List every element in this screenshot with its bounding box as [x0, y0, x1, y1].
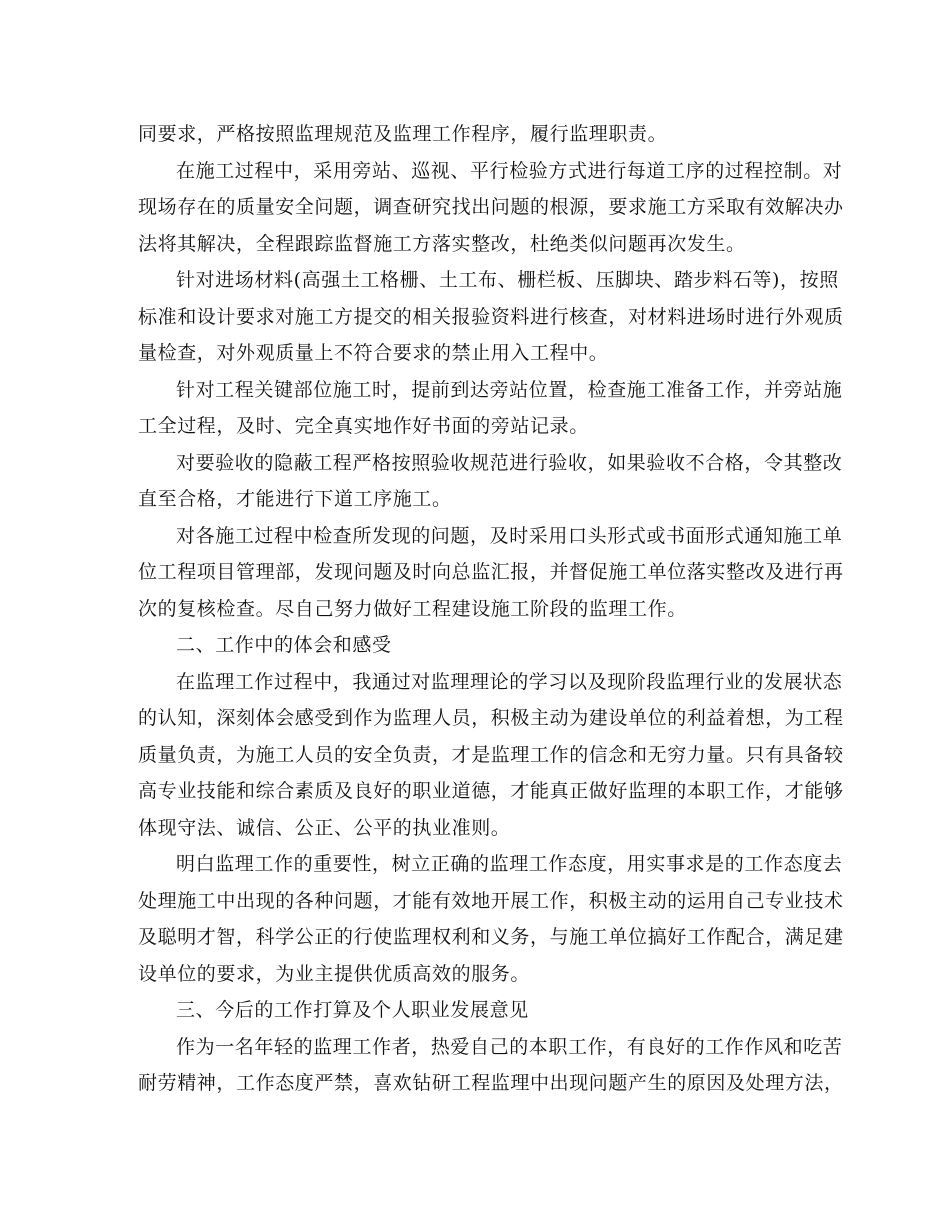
text-line: 位工程项目管理部，发现问题及时向总监汇报，并督促施工单位落实整改及进行再: [138, 561, 844, 583]
section-heading: [138, 992, 814, 1029]
paragraph: [138, 153, 844, 263]
text-line: 工全过程，及时、完全真实地作好书面的旁站记录。: [138, 415, 589, 437]
paragraph: [138, 445, 843, 518]
text-line: 二、工作中的体会和感受: [176, 634, 392, 656]
text-line: 体现守法、诚信、公正、公平的执业准则。: [138, 816, 511, 839]
text-line: 及聪明才智，科学公正的行使监理权利和义务，与施工单位搞好工作配合，满足建: [138, 926, 844, 948]
text-line: 针对工程关键部位施工时，提前到达旁站位置，检查施工准备工作，并旁站施: [176, 378, 843, 401]
text-line: 处理施工中出现的各种问题，才能有效地开展工作，积极主动的运用自己专业技术: [138, 889, 844, 912]
text-line: 次的复核检查。尽自己努力做好工程建设施工阶段的监理工作。: [138, 597, 687, 620]
text-line: 在监理工作过程中，我通过对监理理论的学习以及现阶段监理行业的发展状态: [176, 670, 843, 693]
text-line: 对要验收的隐蔽工程严格按照验收规范进行验收，如果验收不合格，令其整改: [176, 451, 843, 474]
paragraph: [138, 1029, 844, 1102]
paragraph: [138, 518, 844, 628]
text-line: 三、今后的工作打算及个人职业发展意见: [176, 999, 529, 1021]
paragraph: [138, 846, 844, 992]
section-heading: [138, 627, 814, 664]
paragraph: [138, 664, 844, 847]
text-line: 标准和设计要求对施工方提交的相关报验资料进行核查，对材料进场时进行外观质: [138, 305, 844, 328]
text-line: 明白监理工作的重要性，树立正确的监理工作态度，用实事求是的工作态度去: [176, 853, 843, 875]
text-line: 现场存在的质量安全问题，调查研究找出问题的根源，要求施工方采取有效解决办: [138, 196, 844, 218]
text-line: 耐劳精神，工作态度严禁，喜欢钻研工程监理中出现问题产生的原因及处理方法，: [138, 1072, 844, 1094]
paragraph: [138, 372, 843, 445]
document-body: [138, 116, 844, 1102]
text-line: 的认知，深刻体会感受到作为监理人员，积极主动为建设单位的利益着想，为工程: [138, 707, 844, 729]
text-line: 量检查，对外观质量上不符合要求的禁止用入工程中。: [138, 342, 609, 364]
text-line: 法将其解决，全程跟踪监督施工方落实整改，杜绝类似问题再次发生。: [138, 232, 746, 255]
text-line: 对各施工过程中检查所发现的问题，及时采用口头形式或书面形式通知施工单: [176, 524, 843, 547]
text-line: 直至合格，才能进行下道工序施工。: [138, 488, 452, 510]
text-line: 针对进场材料(高强土工格栅、土工布、栅栏板、压脚块、踏步料石等)，按照: [176, 269, 839, 291]
paragraph: [138, 116, 814, 153]
paragraph: [138, 262, 844, 372]
text-line: 设单位的要求，为业主提供优质高效的服务。: [138, 962, 531, 985]
text-line: 作为一名年轻的监理工作者，热爱自己的本职工作，有良好的工作作风和吃苦: [176, 1035, 843, 1058]
text-line: 质量负责，为施工人员的安全负责，才是监理工作的信念和无穷力量。只有具备较: [138, 743, 844, 766]
text-line: 在施工过程中，采用旁站、巡视、平行检验方式进行每道工序的过程控制。对: [176, 159, 843, 182]
text-line: 高专业技能和综合素质及良好的职业道德，才能真正做好监理的本职工作，才能够: [138, 780, 844, 802]
text-line: 同要求，严格按照监理规范及监理工作程序，履行监理职责。: [138, 123, 668, 145]
